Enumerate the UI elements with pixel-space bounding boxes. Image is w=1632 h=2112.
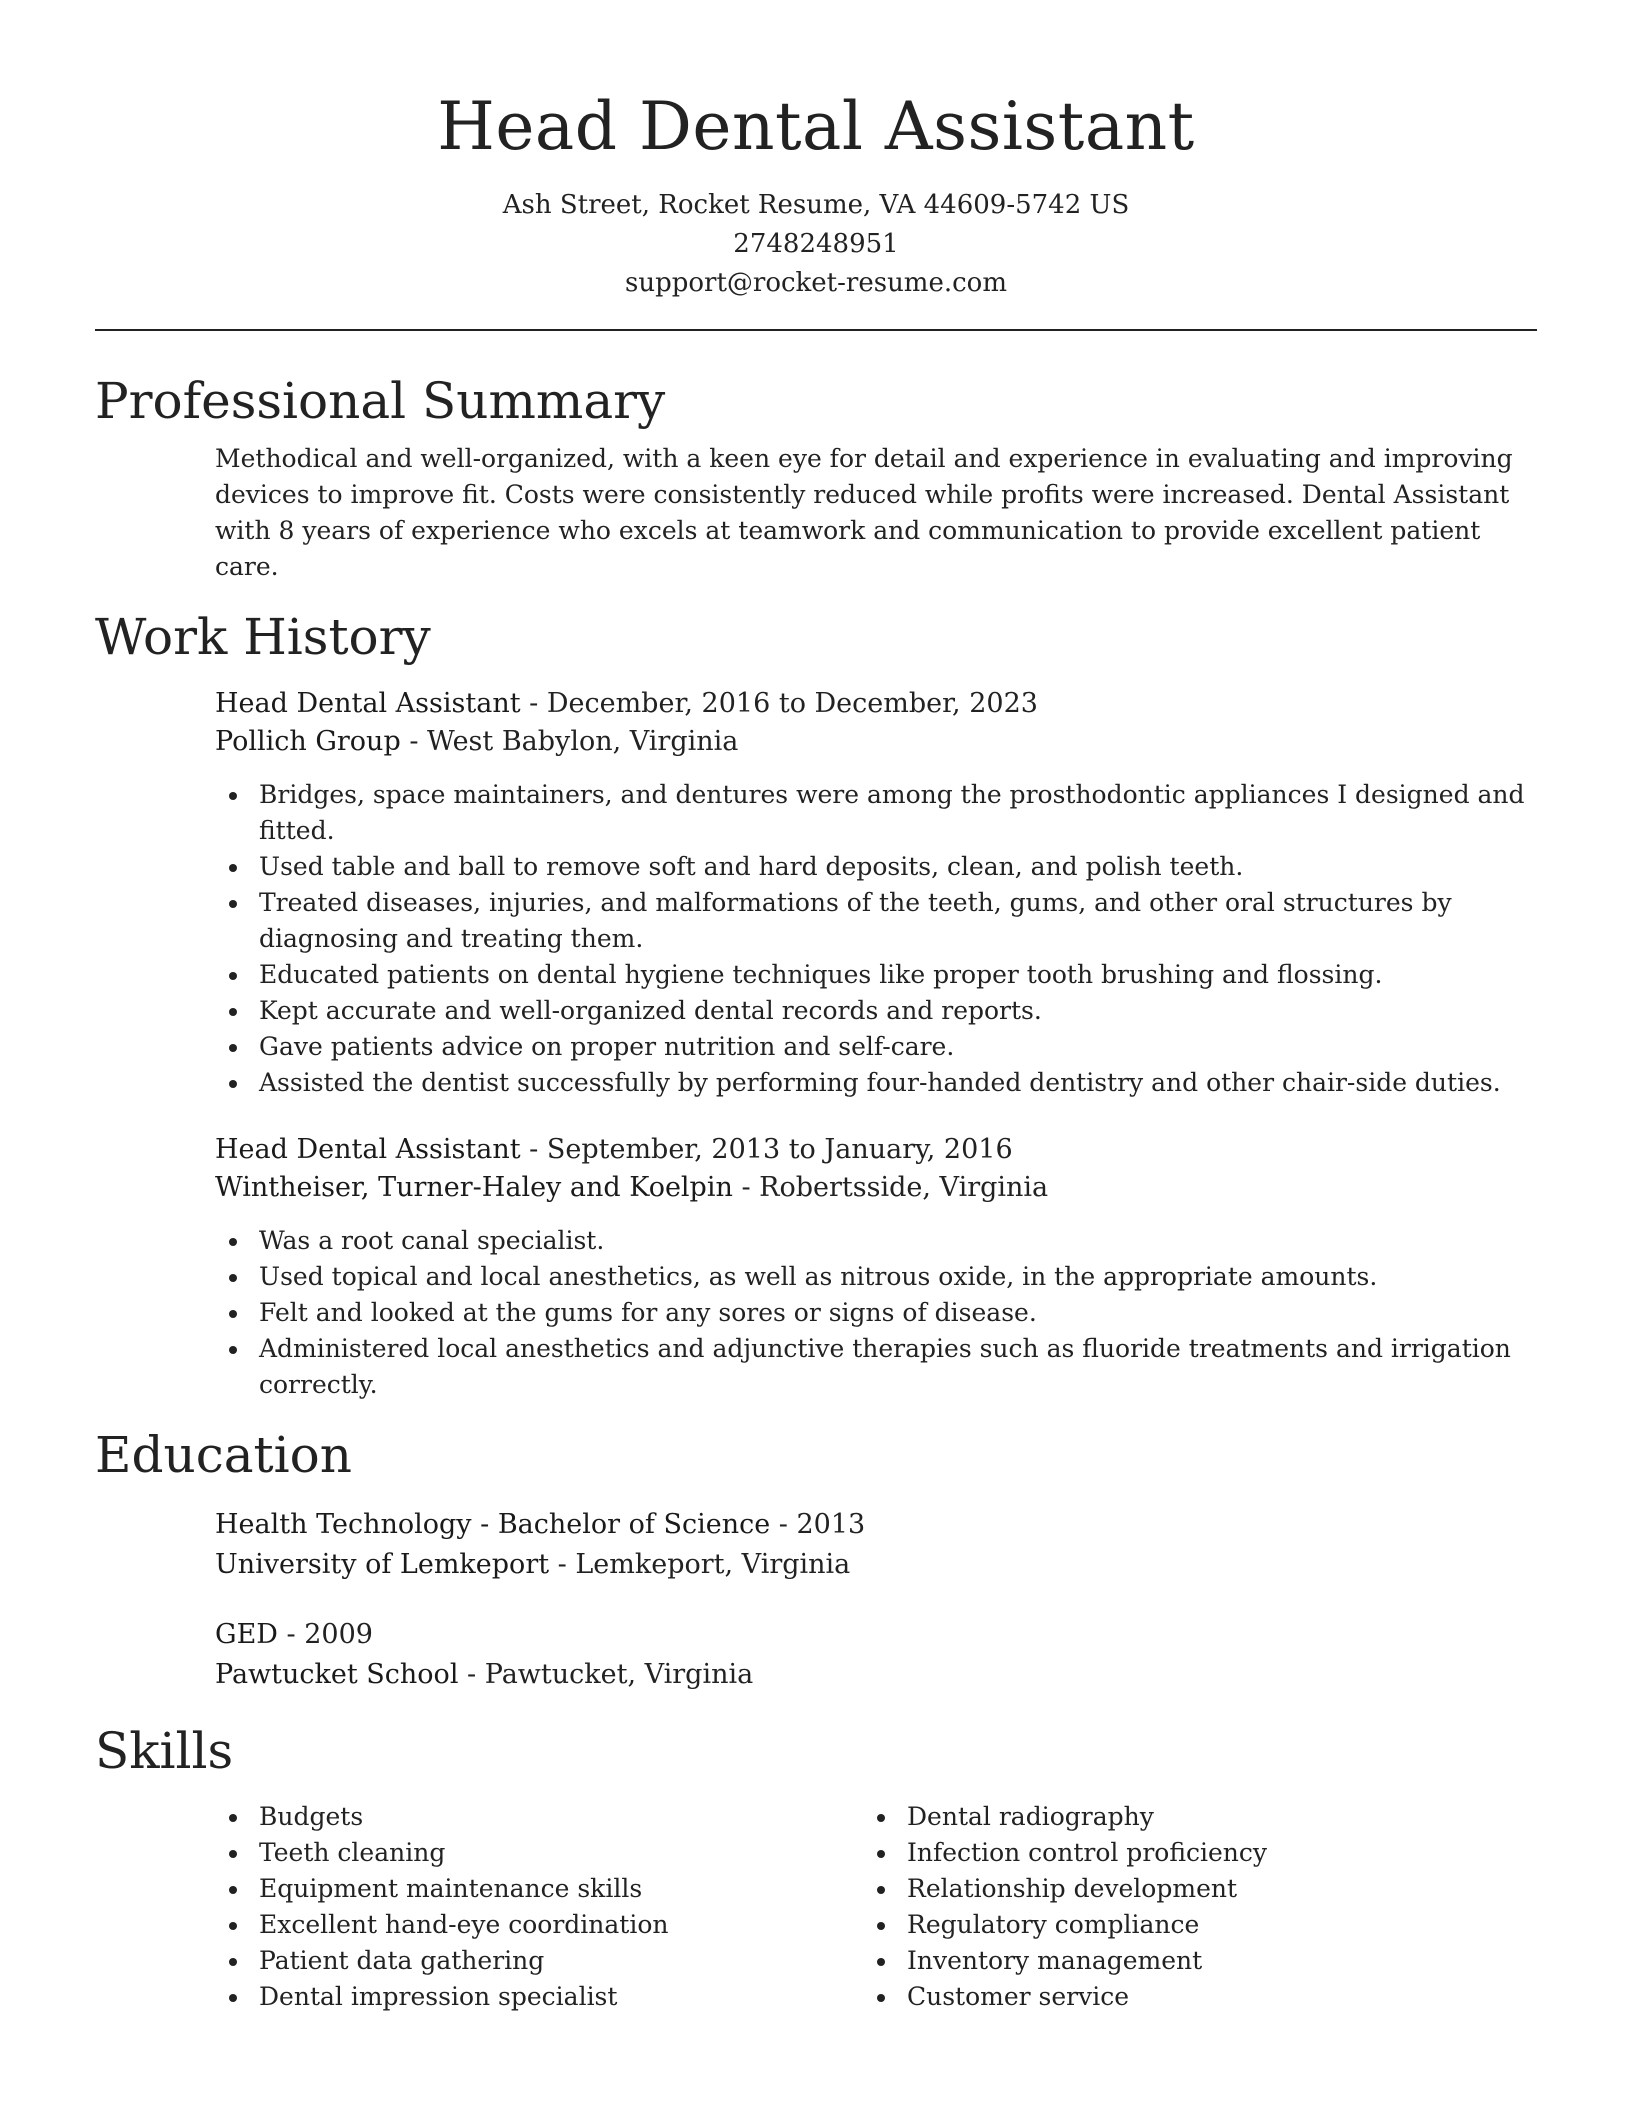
job-entry bbox=[215, 1131, 1537, 1403]
skill-item: Dental impression specialist bbox=[215, 1979, 863, 2015]
resume-page bbox=[95, 0, 1537, 2015]
skills-list bbox=[215, 1799, 1537, 2015]
job-duty: Used topical and local anesthetics, as well as nitrous oxide, in the appropriate amounts. bbox=[215, 1259, 1537, 1295]
graduation-year: - 2009 bbox=[277, 1619, 373, 1650]
job-title: Head Dental Assistant bbox=[215, 688, 521, 719]
education-entry bbox=[215, 1505, 1537, 1585]
address: Ash Street, Rocket Resume, VA 44609-5742 US bbox=[502, 190, 1130, 220]
education-heading: Education bbox=[95, 1426, 352, 1484]
skill-item: Budgets bbox=[215, 1799, 863, 1835]
school-location: - Lemkeport, Virginia bbox=[549, 1549, 851, 1580]
work-history-heading: Work History bbox=[95, 608, 431, 666]
job-company: Wintheiser, Turner-Haley and Koelpin bbox=[215, 1172, 733, 1203]
skill-item: Dental radiography bbox=[863, 1799, 1463, 1835]
phone-number: 2748248951 bbox=[733, 229, 899, 259]
job-duties-list bbox=[215, 777, 1537, 1101]
job-duty: Felt and looked at the gums for any sores or signs of disease. bbox=[215, 1295, 1537, 1331]
graduation-year: - 2013 bbox=[770, 1509, 866, 1540]
summary-heading: Professional Summary bbox=[95, 372, 666, 430]
skill-item: Infection control proficiency bbox=[863, 1835, 1463, 1871]
education-entry bbox=[215, 1615, 1537, 1695]
school-location: - Pawtucket, Virginia bbox=[458, 1659, 754, 1690]
job-duty: Assisted the dentist successfully by performing four-handed dentistry and other chair-side duties. bbox=[215, 1065, 1537, 1101]
skill-item: Teeth cleaning bbox=[215, 1835, 863, 1871]
job-duties-list bbox=[215, 1223, 1537, 1403]
degree-line bbox=[215, 1505, 1537, 1545]
skills-column-right bbox=[863, 1799, 1463, 2015]
summary-text: Methodical and well-organized, with a keen eye for detail and experience in evaluating and improving devices to improve fit. Costs were consistently reduced while profits were increased. Dental Assistant with 8 years of experience who excels at teamwork and communication to provide excellent patient care. bbox=[215, 444, 1513, 581]
job-location: - Robertsside, Virginia bbox=[732, 1172, 1049, 1203]
skill-item: Customer service bbox=[863, 1979, 1463, 2015]
candidate-name: Head Dental Assistant bbox=[437, 88, 1195, 165]
job-duty: Administered local anesthetics and adjunctive therapies such as fluoride treatments and irrigation correctly. bbox=[215, 1331, 1537, 1403]
job-dates: - December, 2016 to December, 2023 bbox=[520, 688, 1038, 719]
job-duty: Used table and ball to remove soft and hard deposits, clean, and polish teeth. bbox=[215, 849, 1537, 885]
job-duty: Kept accurate and well-organized dental records and reports. bbox=[215, 993, 1537, 1029]
contact-info bbox=[95, 186, 1537, 303]
school-name: Pawtucket School bbox=[215, 1659, 459, 1690]
skills-heading: Skills bbox=[95, 1722, 234, 1780]
job-company-line bbox=[215, 723, 1537, 761]
job-duty: Was a root canal specialist. bbox=[215, 1223, 1537, 1259]
job-title: Head Dental Assistant bbox=[215, 1134, 521, 1165]
job-title-line bbox=[215, 1131, 1537, 1169]
skill-item: Regulatory compliance bbox=[863, 1907, 1463, 1943]
job-dates: - September, 2013 to January, 2016 bbox=[520, 1134, 1013, 1165]
job-duty: Gave patients advice on proper nutrition and self-care. bbox=[215, 1029, 1537, 1065]
job-company: Pollich Group bbox=[215, 726, 401, 757]
degree: GED bbox=[215, 1619, 278, 1650]
job-entry bbox=[215, 685, 1537, 1101]
job-duty: Educated patients on dental hygiene techniques like proper tooth brushing and flossing. bbox=[215, 957, 1537, 993]
skills-column-left bbox=[215, 1799, 863, 2015]
job-location: - West Babylon, Virginia bbox=[400, 726, 739, 757]
job-title-line bbox=[215, 685, 1537, 723]
skill-item: Relationship development bbox=[863, 1871, 1463, 1907]
degree: Health Technology - Bachelor of Science bbox=[215, 1509, 771, 1540]
job-company-line bbox=[215, 1169, 1537, 1207]
email-address: support@rocket-resume.com bbox=[624, 268, 1007, 298]
school-line bbox=[215, 1545, 1537, 1585]
school-name: University of Lemkeport bbox=[215, 1549, 550, 1580]
job-duty: Treated diseases, injuries, and malformations of the teeth, gums, and other oral structures by diagnosing and treating them. bbox=[215, 885, 1537, 957]
skill-item: Equipment maintenance skills bbox=[215, 1871, 863, 1907]
skill-item: Excellent hand-eye coordination bbox=[215, 1907, 863, 1943]
school-line bbox=[215, 1655, 1537, 1695]
degree-line bbox=[215, 1615, 1537, 1655]
job-duty: Bridges, space maintainers, and dentures were among the prosthodontic appliances I designed and fitted. bbox=[215, 777, 1537, 849]
skill-item: Inventory management bbox=[863, 1943, 1463, 1979]
header-divider bbox=[95, 329, 1537, 331]
skill-item: Patient data gathering bbox=[215, 1943, 863, 1979]
